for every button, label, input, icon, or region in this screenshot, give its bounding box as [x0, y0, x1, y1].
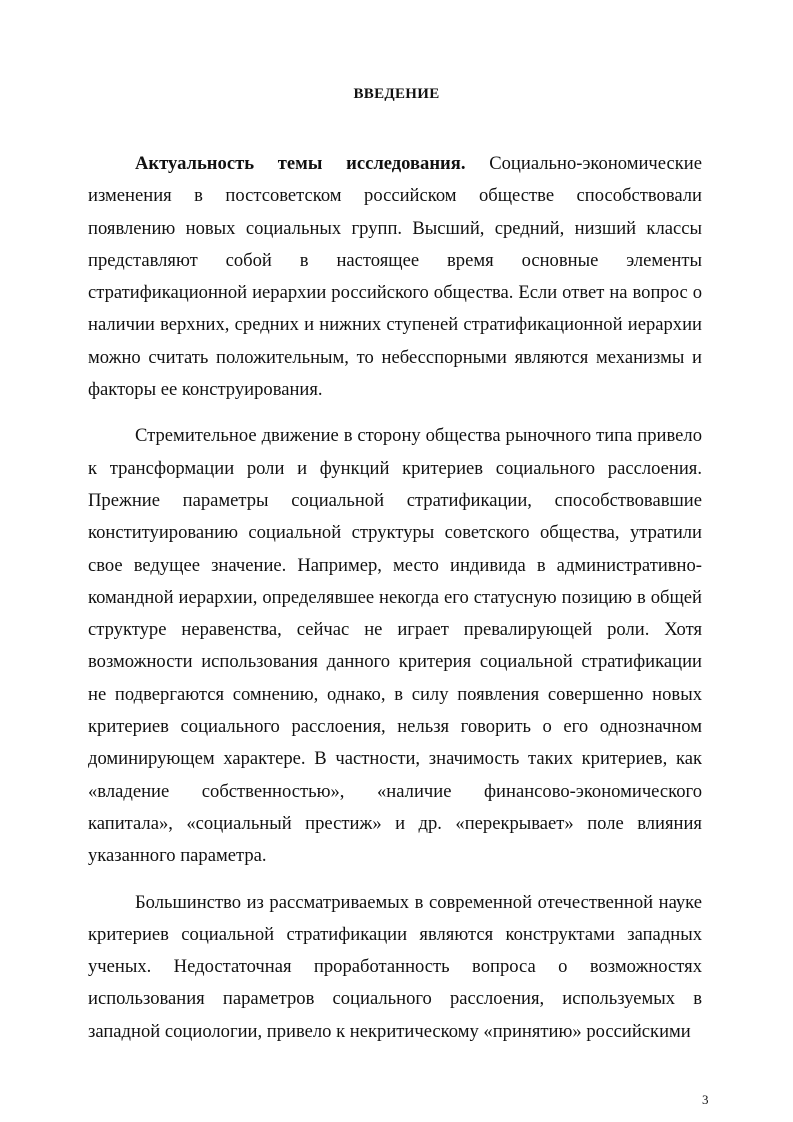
body-text — [88, 148, 702, 1048]
paragraph-relevance — [88, 148, 702, 406]
paragraph-western-criteria: Большинство из рассматриваемых в современной отечественной науке критериев социальной стратификации являются конструктами западных ученых. Недостаточная проработанность вопроса о возможностях использования параметров социального расслоения, используемых в западной социологии, привело к некритическому «принятию» российскими — [88, 891, 702, 1042]
page-heading: ВВЕДЕНИЕ — [353, 86, 440, 102]
paragraph-market-transition: Стремительное движение в сторону общества рыночного типа привело к трансформации роли и функций критериев социального расслоения. Прежние параметры социальной стратификации, способствовавшие конституированию социальной структуры советского общества, утратили свое ведущее значение. Например, место индивида в административно-командной иерархии, определявшее некогда его статусную позицию в общей структуре неравенства, сейчас не играет превалирующей роли. Хотя возможности использования данного критерия социальной стратификации не подвергаются сомнению, однако, в силу появления совершенно новых критериев социального расслоения, нельзя говорить о его однозначном доминирующем характере. В частности, значимость таких критериев, как «владение собственностью», «наличие финансово-экономического капитала», «социальный престиж» и др. «перекрывает» поле влияния указанного параметра. — [88, 425, 702, 867]
page-number: 3 — [702, 1092, 709, 1107]
paragraph-lead: Актуальность темы исследования. — [135, 153, 466, 174]
paragraph-text: Социально-экономические изменения в постсоветском российском обществе способствовали появлению новых социальных групп. Высший, средний, низший классы представляют собой в настоящее время основные элементы стратификационной иерархии российского общества. Если ответ на вопрос о наличии верхних, средних и нижних ступеней стратификационной иерархии можно считать положительным, то небесспорными являются механизмы и факторы ее конструирования. — [88, 153, 702, 401]
